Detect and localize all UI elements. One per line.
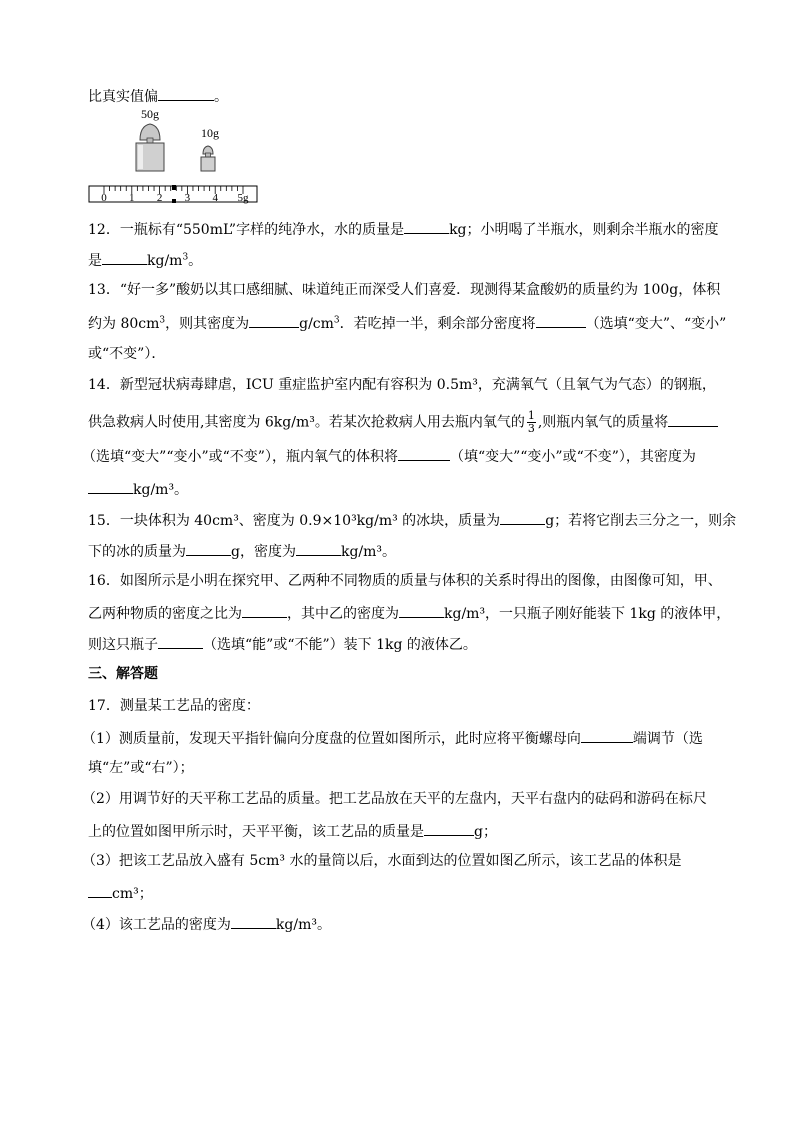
q16-text-e: （选填“能”或“不能”）装下 1kg 的液体乙。 (203, 637, 477, 653)
q17-blank-density[interactable] (231, 914, 276, 929)
q14-text-c: （选填“变大”“变小”或“不变”），瓶内氧气的体积将 (82, 449, 398, 465)
q14-text-a: 供急救病人时使用,其密度为 6kg/m³。若某次抢救病人用去瓶内氧气的 (88, 414, 525, 431)
q14-text-b: ,则瓶内氧气的质量将 (537, 414, 669, 431)
q16-blank-can[interactable] (158, 634, 203, 649)
q12-line1 (88, 219, 719, 239)
q12-unit: kg/m (147, 253, 183, 269)
q14-fraction (527, 410, 536, 435)
q13-line2: 约为 $80cm^3$，则其密度为 $g/cm^3$．若吃掉一半，剩余部分密度将 （选填“变大”、“变小” (88, 313, 726, 333)
q13-text-d: ．若吃掉一半，剩余部分密度将 (339, 316, 536, 332)
q11-answer-blank[interactable] (158, 86, 214, 101)
q17-blank-mass[interactable] (424, 821, 474, 836)
q17-text-e: （4）该工艺品的密度为 (82, 917, 231, 933)
q12-line2: 是 $kg/m^3$。 (88, 250, 202, 270)
q15-text-b: g；若将它削去三分之一，则余 (545, 513, 737, 529)
q16-blank-density[interactable] (399, 603, 444, 618)
rider-marker-top (172, 185, 176, 190)
q12-end: 。 (188, 253, 203, 269)
q16-line1: 16．如图所示是小明在探究甲、乙两种不同物质的质量与体积的关系时得出的图像，由图像可知，甲、 (88, 573, 722, 589)
q16-text-b: ，其中乙的密度为 (287, 606, 399, 622)
rider-marker-bottom (172, 199, 176, 203)
q12-blank-density[interactable] (102, 250, 147, 265)
q14-line1: 14．新型冠状病毒肆虐，ICU 重症监护室内配有容积为 0.5m³，充满氧气（且氧气为气态）的钢瓶， (88, 377, 716, 393)
q15-blank-remaining-mass[interactable] (186, 541, 231, 556)
scale-label: 1 (129, 192, 135, 204)
q13-line1: 13．“好一多”酸奶以其口感细腻、味道纯正而深受人们喜爱．现测得某盒酸奶的质量约为 100g，体积 (88, 282, 721, 298)
q17-text-a: （1）测质量前，发现天平指针偏向分度盘的位置如图所示，此时应将平衡螺母向 (82, 731, 581, 747)
q17-line1 (82, 728, 703, 748)
section-heading: 三、解答题 (88, 666, 158, 682)
q15-text-c: 下的冰的质量为 (88, 544, 186, 560)
weight-50g-label: 50g (141, 107, 159, 121)
q16-text-d: 则这只瓶子 (88, 637, 158, 653)
scale-label: 3 (184, 192, 191, 204)
scale-label: 0 (101, 192, 107, 204)
q17-line2: （2）用调节好的天平称工艺品的质量。把工艺品放在天平的左盘内，天平右盘内的砝码和游码在标尺 (82, 791, 707, 807)
q12-text-c: 是 (88, 253, 102, 269)
q16-line3 (88, 634, 477, 654)
q14-line4 (88, 479, 188, 499)
q17-line1b: 填“左”或“右”）； (88, 760, 194, 776)
scale-ruler (89, 185, 257, 204)
q17-line3b (88, 883, 153, 903)
q11-tail (88, 86, 228, 106)
weight-10g-label: 10g (201, 126, 219, 140)
weights-scale-figure (88, 104, 263, 208)
q17-line0: 17．测量某工艺品的密度： (88, 698, 260, 714)
scale-label: 4 (212, 192, 218, 204)
q17-blank-direction[interactable] (581, 728, 633, 743)
q17-unit-density: kg/m³。 (275, 917, 331, 933)
q16-text-a: 乙两种物质的密度之比为 (88, 606, 242, 622)
q12-blank-mass[interactable] (404, 219, 449, 234)
q13-blank-density[interactable] (249, 313, 299, 328)
q12-text-a: 12．一瓶标有“550mL”字样的纯净水，水的质量是 (88, 222, 405, 238)
q14-blank-volume[interactable] (398, 446, 450, 461)
q15-unit: kg/m³。 (340, 544, 397, 560)
q15-text-d: g，密度为 (231, 544, 296, 560)
q17-line2b (88, 821, 497, 841)
q15-text-a: 15．一块体积为 40cm³、密度为 0.9×10³kg/m³ 的冰块，质量为 (88, 513, 501, 529)
q17-line3: （3）把该工艺品放入盛有 5cm³ 水的量筒以后，水面到达的位置如图乙所示，该工艺品的体积是 (82, 853, 682, 869)
q11-end: 。 (214, 89, 228, 105)
q15-line2 (88, 541, 396, 561)
q13-volume: 约为 80cm (88, 316, 160, 332)
q13-text-b: ，则其密度为 (165, 316, 250, 332)
q14-unit: kg/m³。 (133, 482, 189, 498)
q14-frac-den: 3 (527, 422, 535, 435)
q16-line2 (88, 603, 730, 623)
q13-blank-change[interactable] (536, 313, 586, 328)
q15-blank-mass[interactable] (500, 510, 545, 525)
q14-blank-density[interactable] (88, 479, 133, 494)
weight-10g (201, 146, 215, 171)
q15-blank-density[interactable] (296, 541, 341, 556)
q17-text-b: 端调节（选 (632, 731, 703, 747)
weights-scale-svg (88, 104, 263, 204)
q13-line3: 或“不变”）． (88, 346, 166, 362)
weight-50g (136, 124, 164, 171)
q13-unit: g/cm (299, 316, 334, 332)
q17-blank-volume[interactable] (88, 883, 112, 898)
q13-text-e: （选填“变大”、“变小” (585, 316, 727, 332)
q17-text-c: 上的位置如图甲所示时，天平平衡，该工艺品的质量是 (88, 824, 424, 840)
q14-text-d: （填“变大”“变小”或“不变”），其密度为 (449, 449, 696, 465)
q17-text-d: g； (474, 824, 497, 840)
q12-text-b: kg；小明喝了半瓶水，则剩余半瓶水的密度 (449, 222, 719, 238)
q14-frac-num: 1 (527, 409, 535, 422)
q14-blank-mass[interactable] (668, 412, 718, 427)
q11-text: 比真实值偏 (88, 89, 158, 105)
q17-unit-volume: cm³； (112, 886, 153, 902)
q16-text-c: kg/m³，一只瓶子刚好能装下 1kg 的液体甲， (444, 606, 731, 622)
scale-label: 2 (156, 192, 163, 204)
q16-blank-ratio[interactable] (242, 603, 287, 618)
q17-line4 (82, 914, 331, 934)
scale-label: 5g (237, 192, 249, 204)
q14-line3 (82, 446, 696, 466)
q14-line2 (88, 410, 718, 435)
q15-line1 (88, 510, 736, 530)
